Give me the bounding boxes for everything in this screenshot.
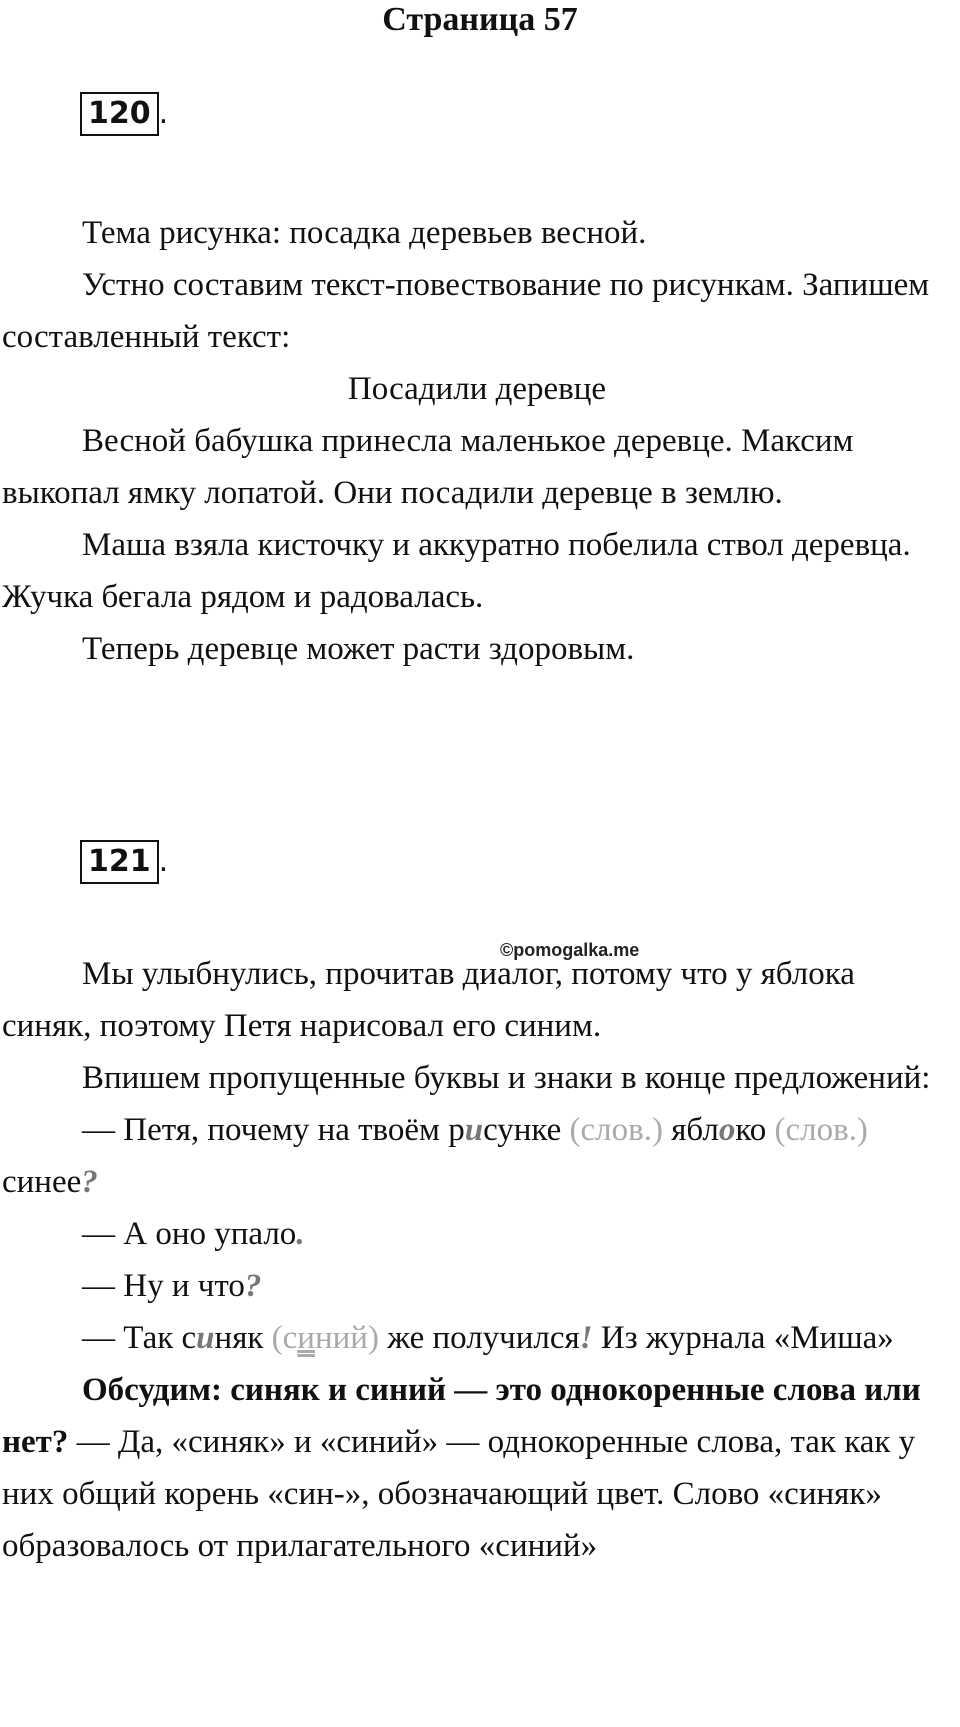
theme-line: Тема рисунка: посадка деревьев весной.: [82, 215, 647, 251]
dictionary-note: (слов.): [774, 1112, 868, 1148]
text-fragment: синее: [2, 1164, 82, 1200]
story-paragraph-2: Маша взяла кисточку и аккуратно побелила ствол деревца. Жучка бегала рядом и радовалась.: [2, 527, 911, 615]
task-number-dot: .: [158, 96, 169, 131]
text-fragment: же получился: [378, 1320, 580, 1356]
instruction-line: Впишем пропущенные буквы и знаки в конце предложений:: [82, 1060, 931, 1096]
text-fragment: — Ну и что: [82, 1268, 245, 1304]
task-120-text: [2, 207, 952, 675]
task-121-number: [80, 840, 168, 884]
inserted-letter: о: [718, 1112, 736, 1148]
text-fragment: (с: [271, 1320, 298, 1356]
inserted-mark: ?: [244, 1268, 262, 1304]
dialogue-line-2: [2, 1208, 952, 1260]
discussion-paragraph: [2, 1364, 952, 1572]
text-fragment: сунке: [483, 1112, 570, 1148]
story-paragraph-3: Теперь деревце может расти здоровым.: [82, 631, 635, 667]
text-fragment: ний): [314, 1320, 379, 1356]
instruction-line: Устно составим текст-повествование по рисункам. Запишем составленный текст:: [2, 267, 930, 355]
story-title: Посадили деревце: [347, 371, 607, 407]
story-paragraph-1: Весной бабушка принесла маленькое деревце. Максим выкопал ямку лопатой. Они посадили деревце в землю.: [2, 423, 854, 511]
inserted-mark: ?: [81, 1164, 98, 1200]
dialogue-line-3: [2, 1260, 952, 1312]
task-121-text: [2, 948, 952, 1572]
discussion-answer: — Да, «синяк» и «синий» — однокоренные слова, так как у них общий корень «син-», обозначающий цвет. Слово «синяк» образовалось от прилагательного «синий»: [2, 1424, 916, 1564]
task-number-dot: .: [158, 844, 169, 879]
inserted-letter: и: [464, 1112, 484, 1148]
dictionary-note: (слов.): [569, 1112, 663, 1148]
discussion-question: Обсудим: синяк и синий — это однокоренные слова или нет?: [2, 1372, 921, 1460]
text-fragment: — А оно упало: [82, 1216, 297, 1252]
intro-paragraph: Мы улыбнулись, прочитав диалог, потому что у яблока синяк, поэтому Петя нарисовал его синим.: [2, 956, 855, 1044]
inserted-mark: .: [296, 1216, 305, 1252]
text-fragment: ябл: [662, 1112, 719, 1148]
watermark: ©pomogalka.me: [500, 940, 640, 960]
task-number-box: 120: [80, 92, 159, 136]
text-fragment: — Так с: [82, 1320, 197, 1356]
dialogue-line-4: [2, 1312, 952, 1364]
inserted-letter: и: [196, 1320, 215, 1356]
underlined-letter: и: [297, 1320, 315, 1356]
task-120-number: [80, 92, 168, 136]
inserted-mark: !: [579, 1320, 593, 1356]
text-fragment: няк: [214, 1320, 272, 1356]
page-title: Страница 57: [382, 1, 578, 38]
text-fragment: Из журнала «Миша»: [592, 1320, 894, 1356]
text-fragment: ко: [735, 1112, 775, 1148]
dialogue-line-1: [2, 1104, 952, 1208]
text-fragment: — Петя, почему на твоём р: [82, 1112, 465, 1148]
task-number-box: 121: [80, 840, 159, 884]
check-word-note: [272, 1320, 379, 1356]
